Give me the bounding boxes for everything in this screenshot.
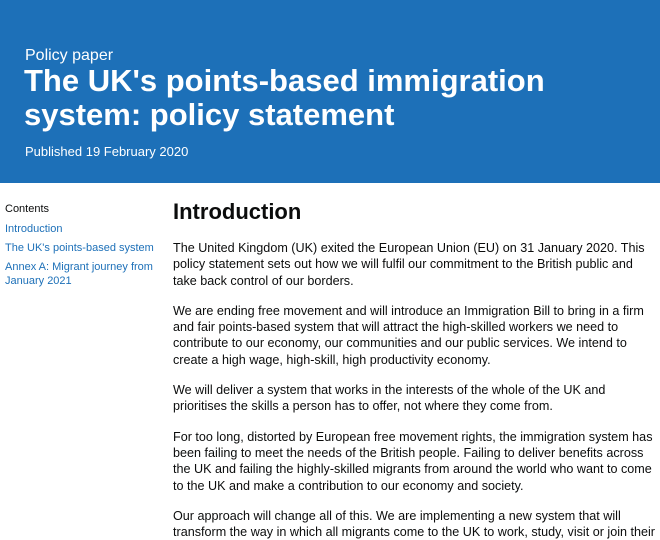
published-date: Published 19 February 2020 (25, 144, 189, 159)
page-header-banner (0, 0, 660, 183)
paragraph-3: We will deliver a system that works in the interests of the whole of the UK and prioritises the skills a person has to offer, not where they come from. (173, 383, 606, 414)
document-type-label: Policy paper (25, 47, 114, 64)
contents-heading: Contents (5, 203, 50, 215)
paragraph-4: For too long, distorted by European free movement rights, the immigration system has been failing to meet the needs of the British people. Failing to deliver benefits across the UK and failing the highly-skilled migrants from around the world who want to come to the UK and make a contribution to our economy and society. (173, 429, 653, 493)
article-body (173, 198, 660, 540)
section-heading: Introduction (173, 199, 302, 224)
contents-nav (5, 202, 155, 293)
paragraph-1: The United Kingdom (UK) exited the European Union (EU) on 31 January 2020. This policy statement sets out how we will fulfil our commitment to the British public and take back control of our borders. (173, 241, 645, 288)
paragraph-2: We are ending free movement and will introduce an Immigration Bill to bring in a firm and fair points-based system that will attract the high-skilled workers we need to contribute to our economy, our communities and our public services. We intend to create a high wage, high-skill, high productivity economy. (173, 303, 644, 367)
contents-link-introduction[interactable]: Introduction (5, 223, 63, 235)
page-title: The UK's points-based immigration system: policy statement (24, 63, 545, 132)
contents-link-annex-a[interactable]: Annex A: Migrant journey from January 2021 (5, 261, 153, 287)
paragraph-5: Our approach will change all of this. We are implementing a new system that will transform the way in which all migrants come to the UK to work, study, visit or join their (173, 508, 656, 540)
contents-link-points-based-system[interactable]: The UK's points-based system (5, 242, 154, 254)
